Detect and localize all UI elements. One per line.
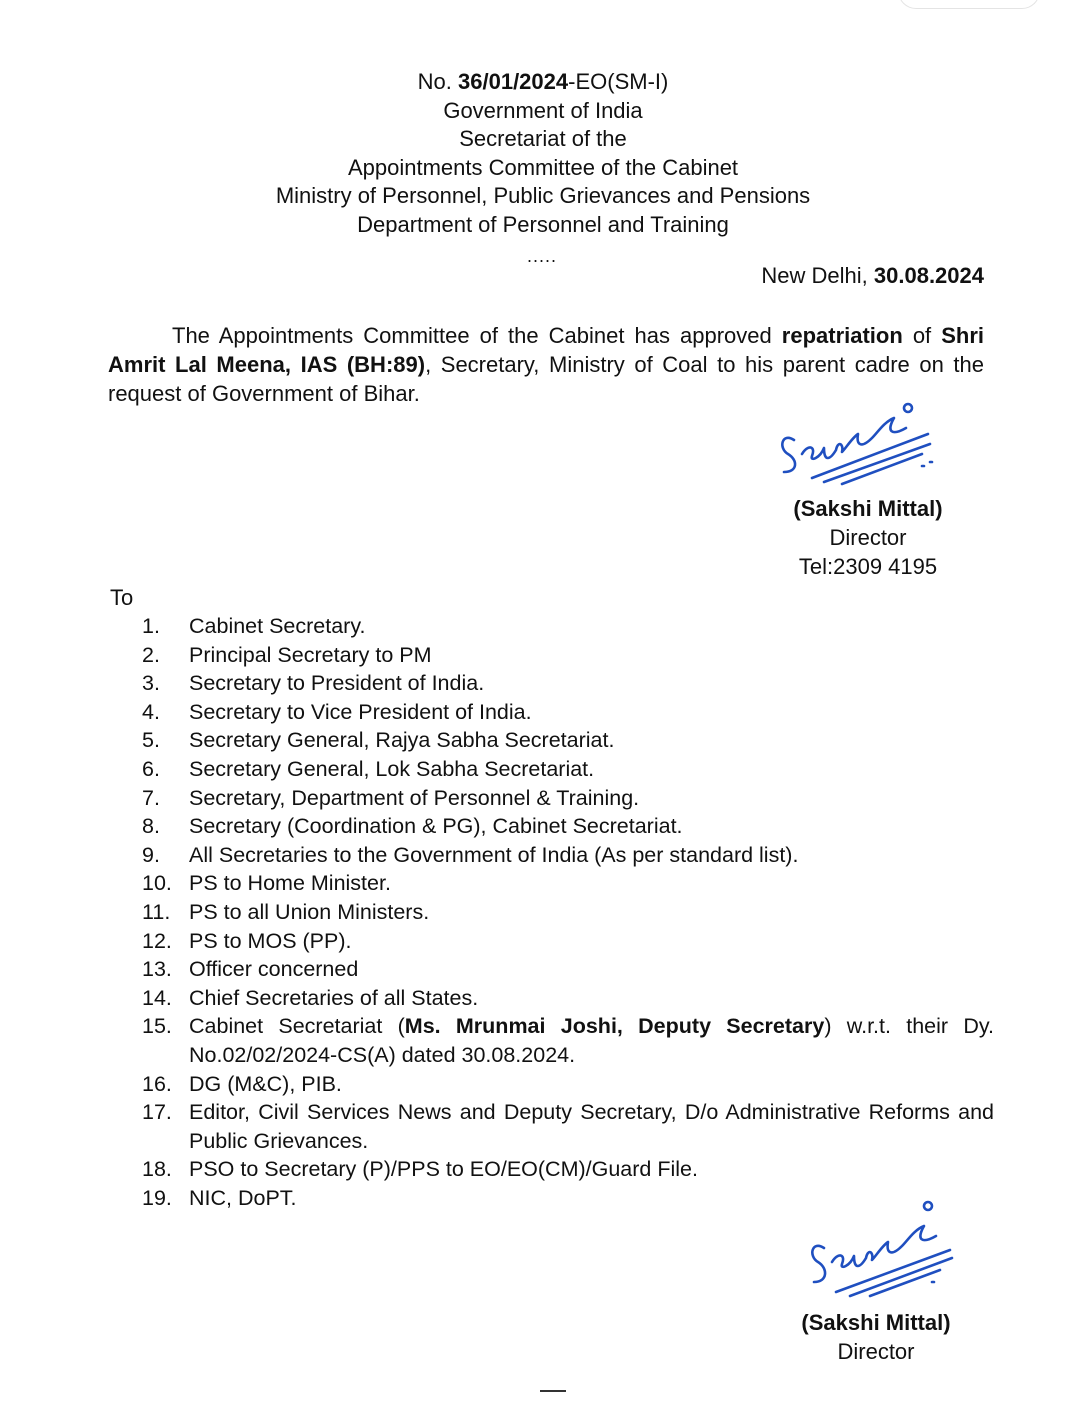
list-item-number: 9. bbox=[142, 842, 160, 867]
list-item bbox=[142, 612, 994, 641]
list-item bbox=[142, 984, 994, 1013]
list-item-text: Secretary (Coordination & PG), Cabinet Secretariat. bbox=[189, 814, 683, 839]
list-item bbox=[142, 1155, 994, 1184]
order-paragraph: The Appointments Committee of the Cabinet has approved repatriation of Shri Amrit Lal Meena, IAS (BH:89), Secretary, Ministry of Coal to his parent cadre on the request of Government of Bihar. bbox=[108, 323, 984, 406]
list-item-text: NIC, DoPT. bbox=[189, 1185, 297, 1210]
list-item bbox=[142, 641, 994, 670]
recipient-list bbox=[142, 612, 994, 1212]
list-item-number: 15. bbox=[142, 1014, 172, 1039]
list-item-number: 2. bbox=[142, 642, 160, 667]
list-item bbox=[142, 1098, 994, 1155]
list-item-text: Secretary General, Rajya Sabha Secretariat. bbox=[189, 728, 615, 753]
list-item-number: 18. bbox=[142, 1157, 172, 1182]
list-item bbox=[142, 669, 994, 698]
list-item bbox=[142, 812, 994, 841]
list-item-number: 4. bbox=[142, 699, 160, 724]
header-separator: ..... bbox=[527, 246, 558, 266]
list-item-number: 5. bbox=[142, 728, 160, 753]
list-item bbox=[142, 927, 994, 956]
list-item-text: Editor, Civil Services News and Deputy Secretary, D/o Administrative Reforms and Public Grievances. bbox=[189, 1100, 994, 1153]
list-item bbox=[142, 955, 994, 984]
header-line-secretariat: Secretariat of the bbox=[459, 126, 627, 152]
list-item bbox=[142, 1070, 994, 1099]
header-line-ministry: Ministry of Personnel, Public Grievances and Pensions bbox=[275, 183, 811, 209]
signature-image bbox=[772, 392, 942, 492]
list-item-text-pre: Cabinet Secretariat ( bbox=[189, 1014, 405, 1039]
list-item bbox=[142, 1012, 994, 1069]
list-item bbox=[142, 898, 994, 927]
list-item-text-bold: Ms. Mrunmai Joshi, Deputy Secretary bbox=[404, 1014, 825, 1039]
list-item-text: Secretary to President of India. bbox=[189, 671, 485, 696]
list-item-text: Chief Secretaries of all States. bbox=[189, 985, 479, 1010]
list-item-text: Secretary, Department of Personnel & Training. bbox=[189, 785, 640, 810]
signatory-telephone: Tel:2309 4195 bbox=[798, 554, 938, 579]
list-item-number: 13. bbox=[142, 957, 172, 982]
list-item-number: 6. bbox=[142, 756, 160, 781]
list-item-number: 1. bbox=[142, 614, 160, 638]
list-item-text: Cabinet Secretary. bbox=[189, 614, 366, 638]
list-item-text: PS to Home Minister. bbox=[189, 871, 391, 896]
screen-edge-artifact bbox=[898, 0, 1040, 9]
list-item-text: Principal Secretary to PM bbox=[189, 642, 432, 667]
list-item-text: Secretary to Vice President of India. bbox=[189, 699, 532, 724]
to-label: To bbox=[110, 585, 134, 610]
signatory-designation: Director bbox=[829, 525, 907, 550]
list-item bbox=[142, 698, 994, 727]
list-item-number: 14. bbox=[142, 985, 172, 1010]
page-end-mark bbox=[540, 1390, 566, 1392]
list-item-text-post: ) w.r.t. their Dy. No.02/02/2024-CS(A) dated 30.08.2024. bbox=[189, 1014, 994, 1067]
list-item-number: 17. bbox=[142, 1100, 172, 1125]
list-item-number: 8. bbox=[142, 814, 160, 839]
list-item bbox=[142, 869, 994, 898]
header-line-department: Department of Personnel and Training bbox=[357, 211, 729, 237]
letter-header bbox=[0, 68, 1080, 240]
list-item-number: 10. bbox=[142, 871, 172, 896]
signatory-name-bottom: (Sakshi Mittal) bbox=[801, 1310, 951, 1335]
list-item-text: PS to MOS (PP). bbox=[189, 928, 352, 953]
list-item bbox=[142, 755, 994, 784]
list-item-number: 7. bbox=[142, 785, 160, 810]
signature-image-bottom bbox=[800, 1196, 970, 1306]
list-item-number: 16. bbox=[142, 1071, 172, 1096]
reference-number: No. 36/01/2024-EO(SM-I) bbox=[417, 69, 669, 94]
list-item bbox=[142, 784, 994, 813]
header-line-government: Government of India bbox=[443, 97, 643, 123]
letter-date: New Delhi, 30.08.2024 bbox=[761, 263, 984, 288]
list-item-number: 19. bbox=[142, 1185, 172, 1210]
list-item bbox=[142, 726, 994, 755]
signatory-name: (Sakshi Mittal) bbox=[793, 496, 943, 521]
list-item-text: PS to all Union Ministers. bbox=[189, 899, 430, 924]
list-item-number: 11. bbox=[142, 899, 171, 924]
list-item-text: DG (M&C), PIB. bbox=[189, 1071, 342, 1096]
signature-block-top bbox=[770, 494, 966, 581]
header-line-committee: Appointments Committee of the Cabinet bbox=[347, 154, 739, 180]
list-item bbox=[142, 841, 994, 870]
signature-block-bottom bbox=[778, 1308, 974, 1366]
list-item-number: 3. bbox=[142, 671, 160, 696]
signatory-designation-bottom: Director bbox=[837, 1339, 915, 1364]
list-item-text: All Secretaries to the Government of India (As per standard list). bbox=[189, 842, 799, 867]
list-item-text: PSO to Secretary (P)/PPS to EO/EO(CM)/Guard File. bbox=[189, 1157, 698, 1182]
list-item-text: Secretary General, Lok Sabha Secretariat. bbox=[189, 756, 595, 781]
list-item-number: 12. bbox=[142, 928, 172, 953]
list-item-text: Officer concerned bbox=[189, 957, 359, 982]
